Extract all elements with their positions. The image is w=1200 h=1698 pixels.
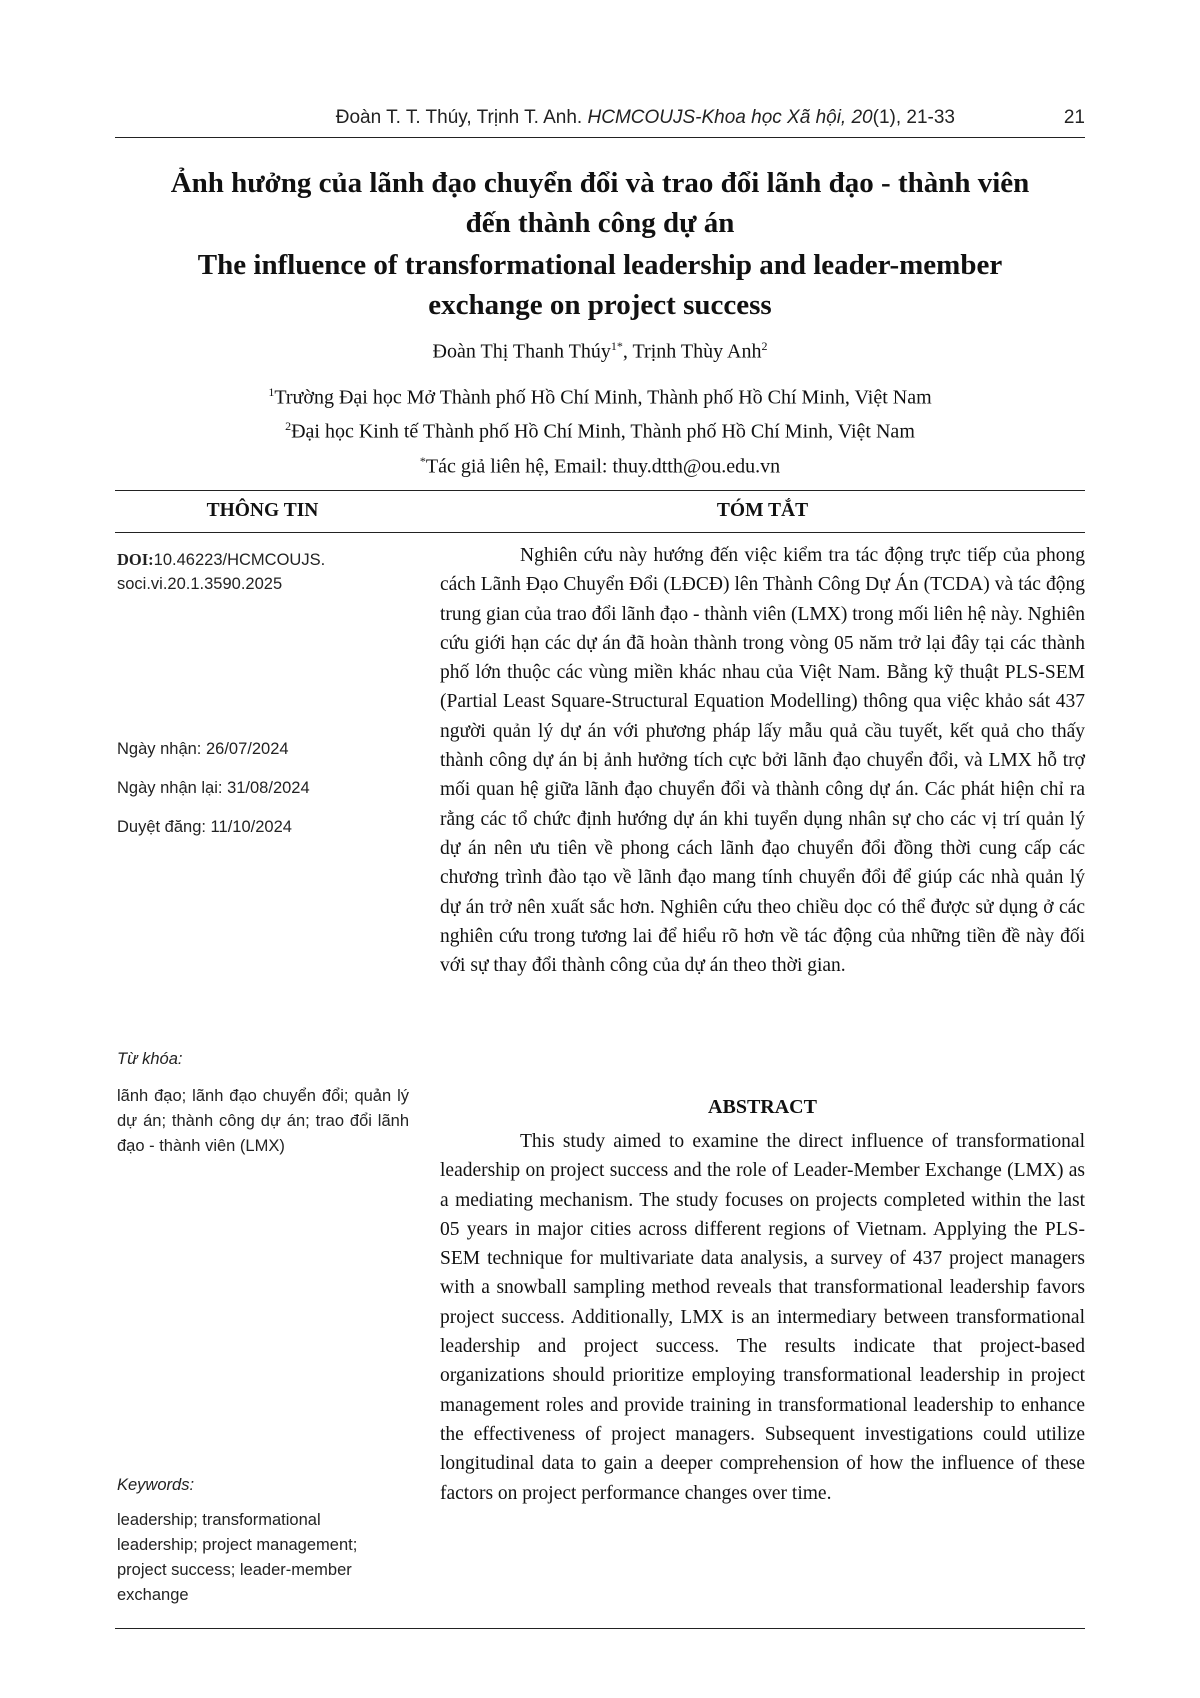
corresponding-mark: * bbox=[419, 453, 426, 468]
author-separator: , bbox=[622, 340, 633, 363]
table-top-rule bbox=[115, 490, 1085, 491]
title-vi-line1: Ảnh hưởng của lãnh đạo chuyển đổi và trao đổi lãnh đạo - thành viên bbox=[170, 167, 1030, 199]
title-en-line1: The influence of transformational leadership and leader-member bbox=[197, 249, 1003, 281]
date-accepted: Duyệt đăng: 11/10/2024 bbox=[117, 818, 292, 836]
article-dates bbox=[117, 740, 417, 857]
corresponding-text: Tác giả liên hệ, Email: thuy.dtth@ou.edu.vn bbox=[425, 455, 781, 478]
running-head-authors: Đoàn T. T. Thúy, Trịnh T. Anh. bbox=[335, 107, 583, 128]
author-2-mark: 2 bbox=[761, 339, 768, 353]
keywords-en: leadership; transformational leadership; project management; project success; leader-member exchange bbox=[117, 1511, 358, 1604]
affiliations bbox=[115, 378, 1085, 482]
abstract-vi-text: Nghiên cứu này hướng đến việc kiểm tra tác động trực tiếp của phong cách Lãnh Đạo Chuyển Đổi (LĐCĐ) lên Thành Công Dự Án (TCDA) và tác động trung gian của trao đổi lãnh đạo - thành viên (LMX) trong mối liên hệ này. Nghiên cứu giới hạn các dự án đã hoàn thành trong vòng 05 năm trở lại đây tại các thành phố lớn thuộc các vùng miền khác nhau của Việt Nam. Bằng kỹ thuật PLS-SEM (Partial Least Square-Structural Equation Modelling) thông qua việc khảo sát 437 người quản lý dự án với phương pháp lấy mẫu quả cầu tuyết, kết quả cho thấy thành công dự án bị ảnh hưởng tích cực bởi lãnh đạo chuyển đổi, và LMX hỗ trợ mối quan hệ giữa lãnh đạo chuyển đổi và thành công dự án. Các phát hiện chỉ ra rằng các tổ chức định hướng dự án khi tuyển dụng nhân sự cho các vị trí quản lý dự án nên ưu tiên về phong cách lãnh đạo chuyển đổi đồng thời cung cấp các chương trình đào tạo về lãnh đạo mang tính chuyển đổi để giúp các nhà quản lý dự án trở nên xuất sắc hơn. Nghiên cứu theo chiều dọc có thể được sử dụng ở các nghiên cứu trong tương lai để hiểu rõ hơn về tác động của những tiền đề này đối với sự thay đổi thành công của dự án theo thời gian. bbox=[440, 545, 1085, 977]
table-mid-rule bbox=[115, 532, 1085, 533]
keywords-en-label: Keywords: bbox=[117, 1476, 195, 1494]
doi-line2: soci.vi.20.1.3590.2025 bbox=[117, 575, 283, 593]
date-revised: Ngày nhận lại: 31/08/2024 bbox=[117, 779, 310, 797]
affiliation-1-mark: 1 bbox=[268, 384, 275, 399]
running-head-journal: HCMCOUJS-Khoa học Xã hội, 20 bbox=[587, 107, 873, 128]
affiliation-2-text: Đại học Kinh tế Thành phố Hồ Chí Minh, Thành phố Hồ Chí Minh, Việt Nam bbox=[291, 420, 915, 443]
running-head-citation bbox=[336, 107, 955, 129]
author-1-mark: 1* bbox=[610, 339, 623, 353]
abstract-en-text: This study aimed to examine the direct influence of transformational leadership on project success and the role of Leader-Member Exchange (LMX) as a mediating mechanism. The study focuses on projects completed within the last 05 years in major cities across different regions of Vietnam. Applying the PLS-SEM technique for multivariate data analysis, a survey of 437 project managers with a snowball sampling method reveals that transformational leadership favors project success. Additionally, LMX is an intermediary between transformational leadership and project success. The results indicate that project-based organizations should prioritize employing transformational leadership in project management roles and provide training in transformational leadership to enhance the effectiveness of project managers. Subsequent investigations could utilize longitudinal data to gain a deeper comprehension of how the influence of these factors on project performance changes over time. bbox=[440, 1131, 1085, 1504]
author-list bbox=[115, 339, 1085, 364]
keywords-vi-label: Từ khóa: bbox=[117, 1050, 183, 1068]
title-en-line2: exchange on project success bbox=[428, 289, 772, 321]
doi-line1: 10.46223/HCMCOUJS. bbox=[153, 551, 326, 569]
info-heading: THÔNG TIN bbox=[206, 500, 319, 521]
abstract-vi bbox=[440, 541, 1085, 980]
table-bottom-rule bbox=[115, 1628, 1085, 1629]
affiliation-1 bbox=[115, 378, 1085, 413]
doi-label: DOI: bbox=[117, 550, 154, 569]
affiliation-1-text: Trường Đại học Mở Thành phố Hồ Chí Minh, Thành phố Hồ Chí Minh, Việt Nam bbox=[274, 386, 932, 409]
corresponding-author bbox=[115, 447, 1085, 482]
abstract-en bbox=[440, 1127, 1085, 1508]
header-rule bbox=[115, 137, 1085, 138]
author-2: Trịnh Thùy Anh bbox=[632, 340, 762, 363]
title-block bbox=[115, 163, 1085, 482]
date-received: Ngày nhận: 26/07/2024 bbox=[117, 740, 289, 758]
doi bbox=[117, 548, 412, 596]
running-head bbox=[115, 107, 1085, 137]
affiliation-2-mark: 2 bbox=[285, 419, 292, 434]
keywords-vi: lãnh đạo; lãnh đạo chuyển đổi; quản lý dự án; thành công dự án; trao đổi lãnh đạo - thành viên (LMX) bbox=[117, 1087, 409, 1155]
abstract-en-heading: ABSTRACT bbox=[708, 1096, 817, 1118]
summary-heading: TÓM TẮT bbox=[716, 500, 809, 521]
article-info bbox=[117, 548, 412, 596]
page-number: 21 bbox=[1063, 107, 1085, 128]
affiliation-2 bbox=[115, 412, 1085, 447]
title-vi-line2: đến thành công dự án bbox=[465, 207, 735, 239]
author-1: Đoàn Thị Thanh Thúy bbox=[432, 340, 611, 363]
running-head-issue: (1), 21-33 bbox=[872, 107, 955, 128]
